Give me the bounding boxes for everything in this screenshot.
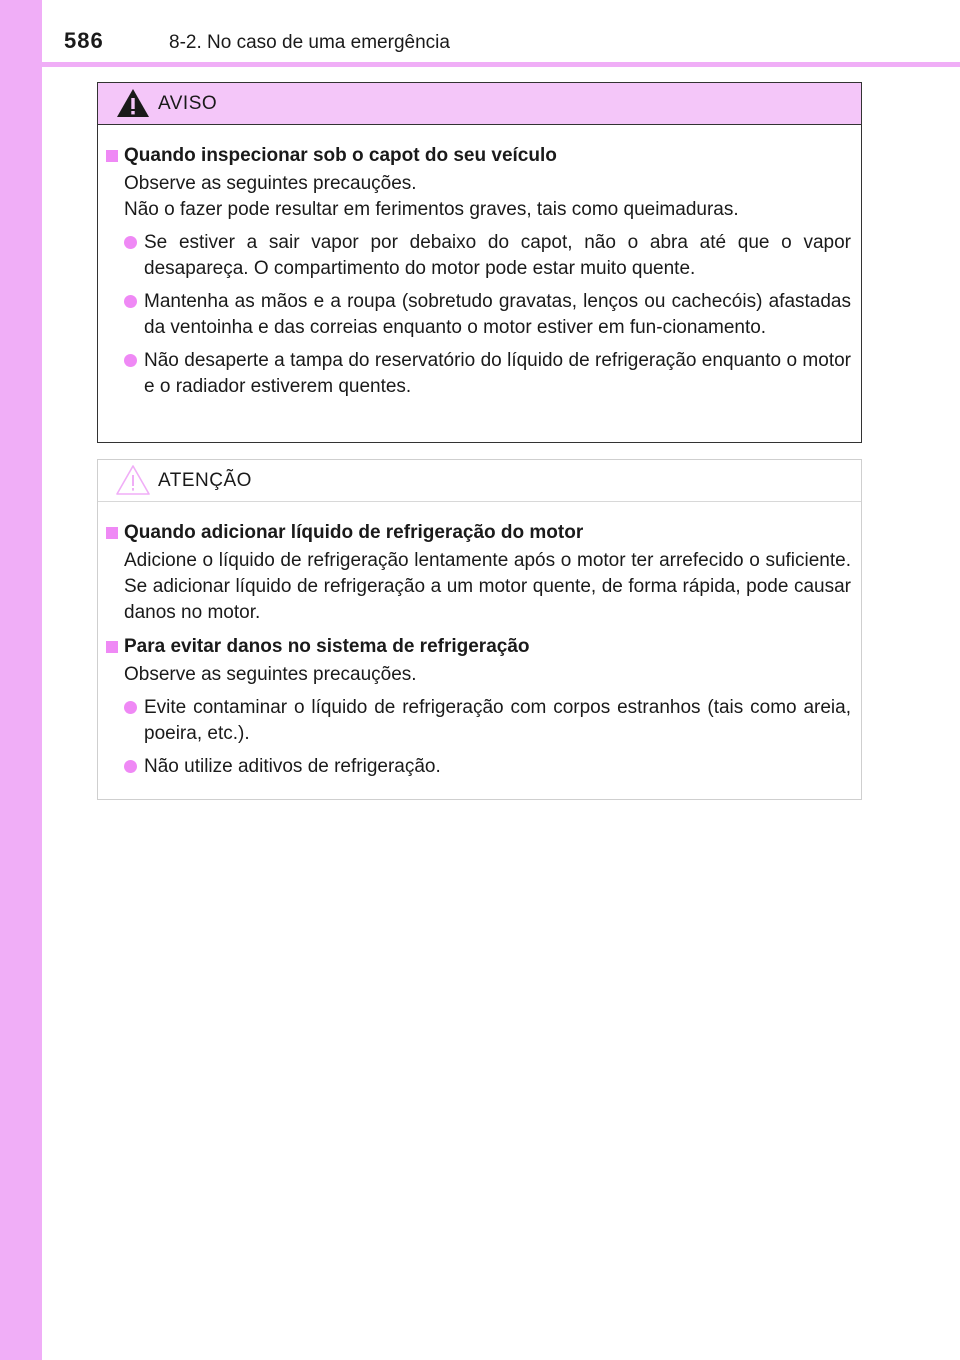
warning-body xyxy=(98,125,861,400)
warning-triangle-outline-icon xyxy=(115,464,151,496)
warning-box xyxy=(97,82,862,443)
circle-bullet-icon xyxy=(124,354,137,367)
page-number: 586 xyxy=(64,28,104,53)
warning-bullet-text: Mantenha as mãos e a roupa (sobretudo gravatas, lenços ou cachecóis) afastadas da ventoinha e das correias enquanto o motor estiver em fun-cionamento. xyxy=(144,291,851,338)
warning-intro-line2: Não o fazer pode resultar em ferimentos graves, tais como queimaduras. xyxy=(124,199,739,220)
caution-body xyxy=(98,502,861,780)
circle-bullet-icon xyxy=(124,295,137,308)
caution-bullet-text: Não utilize aditivos de refrigeração. xyxy=(144,756,441,777)
warning-heading-text: Quando inspecionar sob o capot do seu veículo xyxy=(124,145,557,166)
caution-box-header xyxy=(98,460,861,502)
square-bullet-icon xyxy=(106,527,118,539)
caution-paragraph-2: Observe as seguintes precauções. xyxy=(124,664,417,685)
section-title: 8-2. No caso de uma emergência xyxy=(169,32,450,53)
warning-bullet-item xyxy=(106,348,851,400)
circle-bullet-icon xyxy=(124,236,137,249)
warning-box-header xyxy=(98,83,861,125)
circle-bullet-icon xyxy=(124,760,137,773)
warning-bullet-text: Se estiver a sair vapor por debaixo do capot, não o abra até que o vapor desapareça. O compartimento do motor pode estar muito quente. xyxy=(144,232,851,279)
page-header xyxy=(0,0,960,70)
square-bullet-icon xyxy=(106,641,118,653)
caution-heading-1 xyxy=(106,520,851,546)
circle-bullet-icon xyxy=(124,701,137,714)
caution-label: ATENÇÃO xyxy=(158,470,252,491)
warning-triangle-filled-icon xyxy=(115,87,151,119)
caution-heading-2 xyxy=(106,634,851,660)
warning-label: AVISO xyxy=(158,93,218,114)
warning-bullet-item xyxy=(106,289,851,341)
caution-bullet-item xyxy=(106,695,851,747)
warning-intro-line1: Observe as seguintes precauções. xyxy=(124,173,417,194)
warning-bullet-text: Não desaperte a tampa do reservatório do líquido de refrigeração enquanto o motor e o radiador estiverem quentes. xyxy=(144,350,851,397)
warning-bullet-item xyxy=(106,230,851,282)
caution-heading-1-text: Quando adicionar líquido de refrigeração do motor xyxy=(124,522,584,543)
caution-heading-2-text: Para evitar danos no sistema de refrigeração xyxy=(124,636,530,657)
caution-bullet-text: Evite contaminar o líquido de refrigeração com corpos estranhos (tais como areia, poeira, etc.). xyxy=(144,697,851,744)
caution-paragraph-1: Adicione o líquido de refrigeração lentamente após o motor ter arrefecido o suficiente. Se adicionar líquido de refrigeração a um motor quente, de forma rápida, pode causar danos no motor. xyxy=(124,550,851,623)
square-bullet-icon xyxy=(106,150,118,162)
caution-box xyxy=(97,459,862,800)
side-color-strip xyxy=(0,0,42,1360)
warning-heading xyxy=(106,143,851,169)
caution-bullet-item xyxy=(106,754,851,780)
header-rule xyxy=(0,62,960,67)
